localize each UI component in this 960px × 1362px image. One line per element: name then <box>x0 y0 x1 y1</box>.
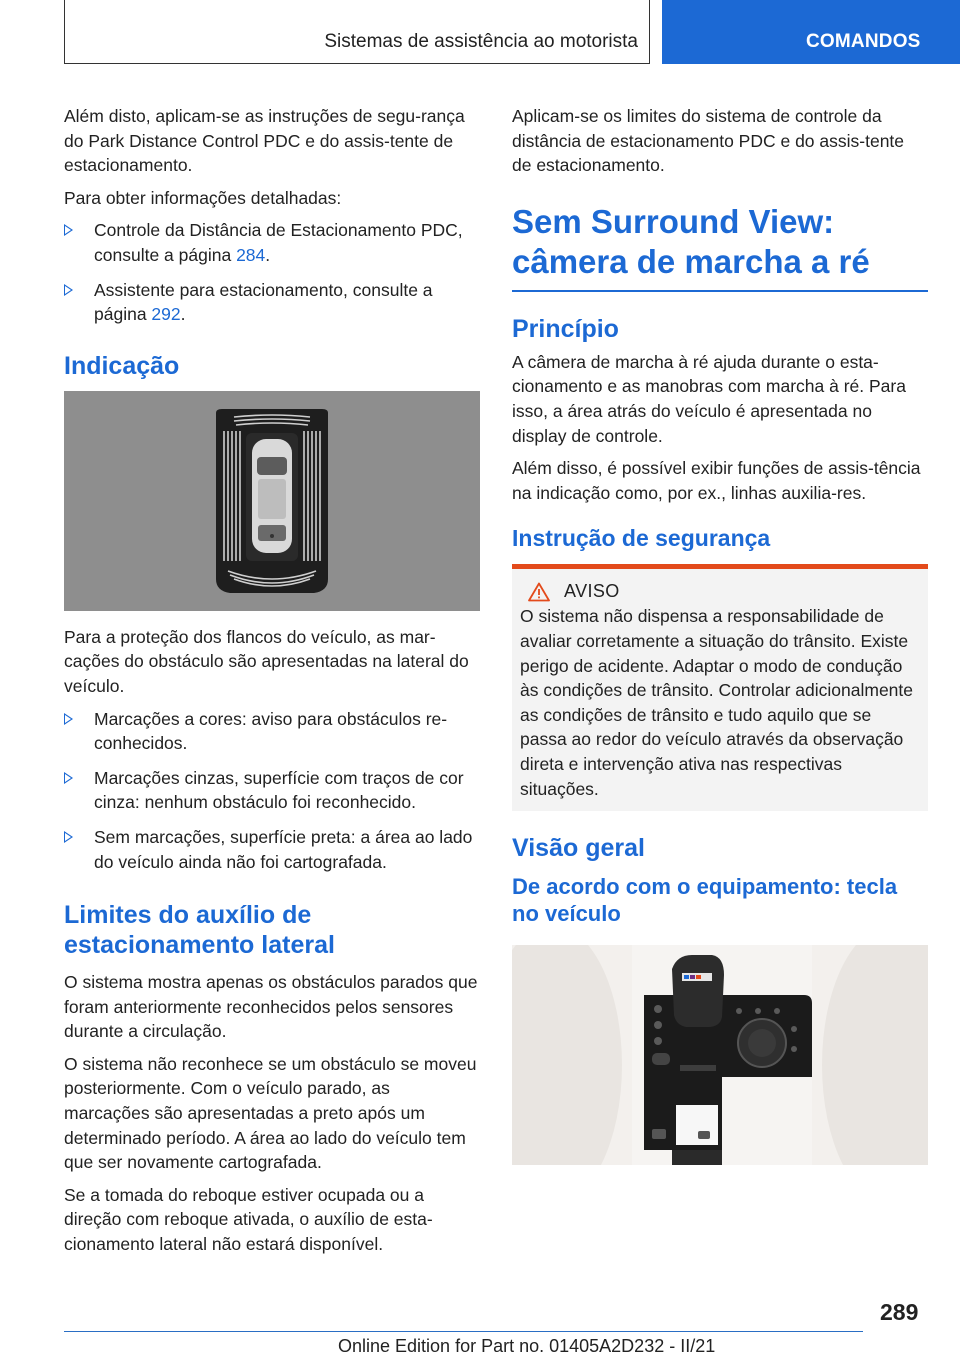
heading-indicacao: Indicação <box>64 351 180 380</box>
heading-acordo: De acordo com o equipamento: tecla no veículo <box>512 874 898 927</box>
paragraph: A câmera de marcha à ré ajuda durante o esta-cionamento e as manobras com marcha à ré. Para isso, a área atrás do veículo é apresentada no display de controle. <box>512 351 906 446</box>
heading-visao: Visão geral <box>512 834 645 863</box>
side-protection-illustration <box>64 391 480 611</box>
bullet-triangle-icon <box>64 772 73 784</box>
list-item: Sem marcações, superfície preta: a área ao lado do veículo ainda não foi cartografada. <box>64 825 480 874</box>
paragraph: O sistema não reconhece se um obstáculo se moveu posteriormente. Com o veículo parado, as marcações são apresentadas a preto após um determinado período. A área ao lado do veículo tem que ser novamente cartografada. <box>64 1053 477 1173</box>
footer-rule <box>64 1331 863 1332</box>
heading-principio: Princípio <box>512 314 619 343</box>
heading-limites: Limites do auxílio de estacionamento lateral <box>64 901 335 960</box>
warning-title: AVISO <box>564 581 620 602</box>
footer-edition: Online Edition for Part no. 01405A2D232 - II/21 <box>338 1336 716 1356</box>
page-link[interactable]: 284 <box>236 244 266 265</box>
heading-camera: Sem Surround View: câmera de marcha a ré <box>512 202 870 280</box>
header-section-title: Sistemas de assistência ao motorista <box>324 31 638 52</box>
paragraph: Se a tomada do reboque estiver ocupada ou a direção com reboque ativada, o auxílio de esta-cionamento lateral não estará disponível. <box>64 1184 433 1255</box>
list-item: Marcações cinzas, superfície com traços de cor cinza: nenhum obstáculo foi reconhecido. <box>64 766 480 815</box>
paragraph: O sistema mostra apenas os obstáculos parados que foram anteriormente reconhecidos pelos sensores durante a circulação. <box>64 972 478 1042</box>
center-console-photo <box>512 945 928 1165</box>
warning-title-row <box>528 581 920 602</box>
list-item: Assistente para estacionamento, consulte a página 292. <box>64 278 480 327</box>
bullet-triangle-icon <box>64 284 73 296</box>
header-chapter-tab[interactable]: COMANDOS <box>662 0 960 64</box>
warning-text: O sistema não dispensa a responsabilidade de avaliar corretamente a situação do trânsito. Existe perigo de acidente. Adaptar o modo de condução às condições de trânsito. Controlar adicionalmente as condições de trânsito e tudo aquilo que se passa ao redor do veículo através da observação direta e intervenção ativa nas respectivas situações. <box>520 606 913 799</box>
heading-seguranca: Instrução de segurança <box>512 525 771 552</box>
list-item: Controle da Distância de Estacionamento PDC, consulte a página 284. <box>64 218 480 267</box>
page-link[interactable]: 292 <box>151 304 181 325</box>
paragraph: Para a proteção dos flancos do veículo, as mar-cações do obstáculo são apresentadas na lateral do veículo. <box>64 626 469 696</box>
paragraph: Aplicam-se os limites do sistema de controle da distância de estacionamento PDC e do assis-tente de estacionamento. <box>512 106 905 176</box>
heading-rule <box>512 290 928 292</box>
bullet-triangle-icon <box>64 831 73 843</box>
bullet-triangle-icon <box>64 224 73 236</box>
paragraph: Para obter informações detalhadas: <box>64 187 342 208</box>
paragraph: Além disso, é possível exibir funções de assis-tência na indicação como, por ex., linhas auxilia-res. <box>512 458 921 503</box>
warning-box <box>512 569 928 811</box>
header-rule-right <box>649 0 650 64</box>
left-column <box>64 104 480 1265</box>
bullet-list <box>64 707 480 875</box>
warning-triangle-icon <box>528 582 550 602</box>
bullet-triangle-icon <box>64 713 73 725</box>
page-number: 289 <box>880 1299 919 1325</box>
list-item: Marcações a cores: aviso para obstáculos re-conhecidos. <box>64 707 480 756</box>
right-column <box>512 104 928 1165</box>
bullet-list <box>64 218 480 326</box>
paragraph: Além disto, aplicam-se as instruções de segu-rança do Park Distance Control PDC e do assis-tente de estacionamento. <box>64 106 465 176</box>
